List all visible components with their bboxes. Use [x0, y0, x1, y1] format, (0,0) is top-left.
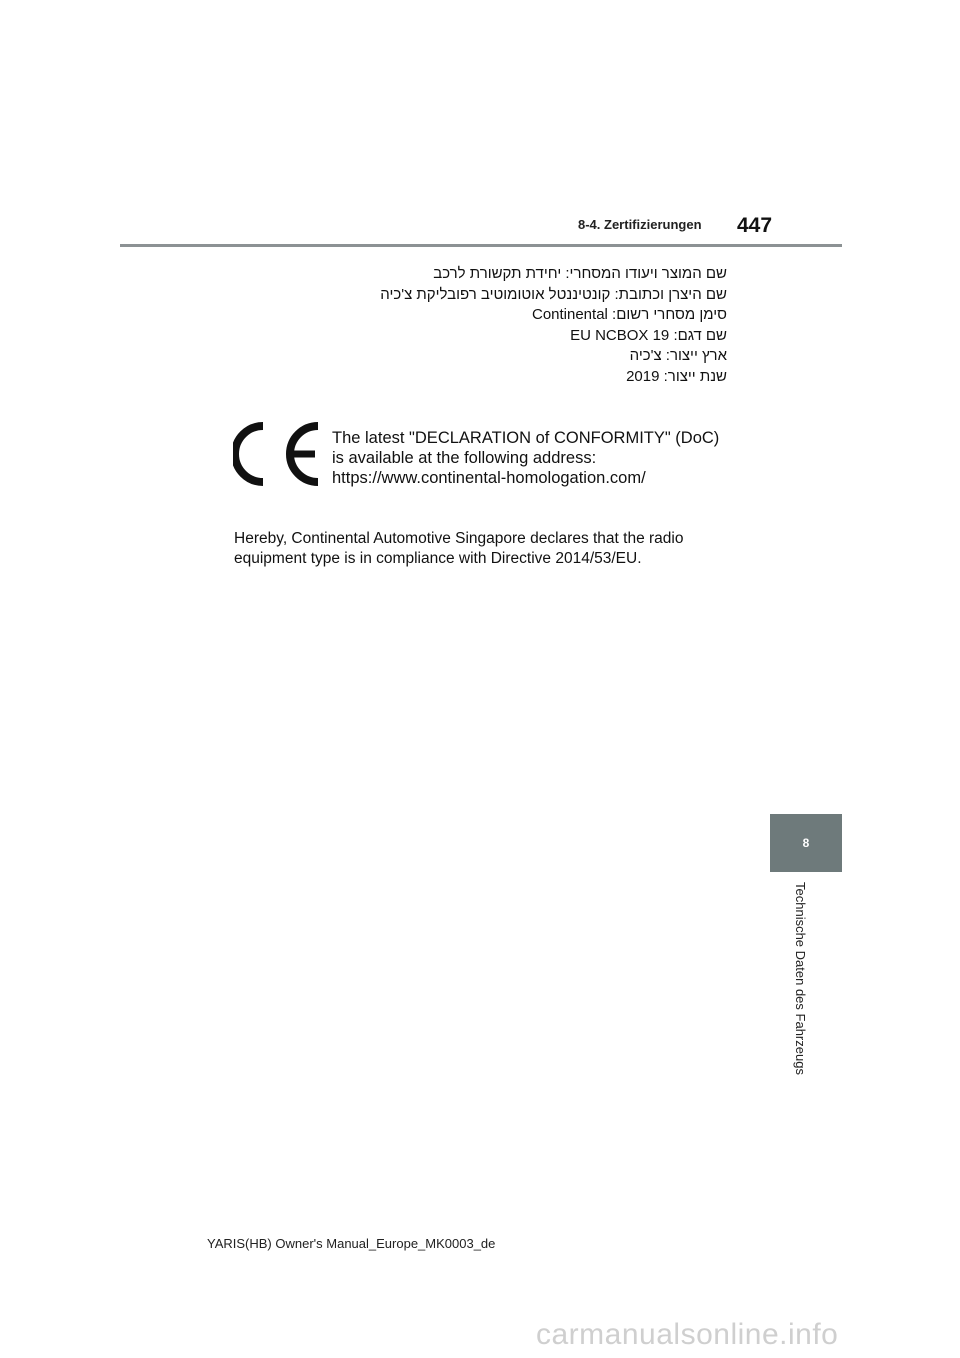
- doc-availability-text: [332, 428, 719, 488]
- header-divider: [120, 244, 842, 247]
- ce-mark-icon: [233, 422, 323, 486]
- hebrew-product-info: [300, 264, 727, 387]
- compliance-statement: [234, 529, 684, 569]
- manual-footer: YARIS(HB) Owner's Manual_Europe_MK0003_de: [207, 1236, 496, 1251]
- hebrew-line-manufacturer: שם היצרן וכתובת: קונטיננטל אוטומוטיב רפובליקת צ'כיה: [380, 285, 727, 303]
- doc-line-availability: is available at the following address:: [332, 449, 597, 467]
- compliance-line-1: Hereby, Continental Automotive Singapore declares that the radio: [234, 530, 684, 547]
- chapter-tab[interactable]: [770, 814, 842, 872]
- hebrew-line-trademark: סימן מסחרי רשום: Continental: [531, 306, 727, 323]
- chapter-title: Technische Daten des Fahrzeugs: [793, 882, 808, 1075]
- compliance-line-2: equipment type is in compliance with Directive 2014/53/EU.: [234, 550, 642, 567]
- chapter-number: 8: [802, 836, 810, 850]
- doc-line-title: The latest "DECLARATION of CONFORMITY" (DoC): [332, 429, 720, 447]
- section-heading: 8-4. Zertifizierungen: [578, 217, 702, 232]
- hebrew-line-product-name: שם המוצר ויעודו המסחרי: יחידת תקשורת לרכב: [433, 265, 727, 282]
- hebrew-line-year: שנת ייצור: 2019: [626, 367, 727, 385]
- hebrew-line-country: ארץ ייצור: צ'כיה: [629, 347, 727, 364]
- hebrew-line-model: שם דגם: EU NCBOX 19: [570, 326, 727, 344]
- doc-url[interactable]: https://www.continental-homologation.com/: [332, 469, 646, 487]
- page-number: 447: [737, 214, 773, 237]
- watermark: carmanualsonline.info: [536, 1318, 839, 1351]
